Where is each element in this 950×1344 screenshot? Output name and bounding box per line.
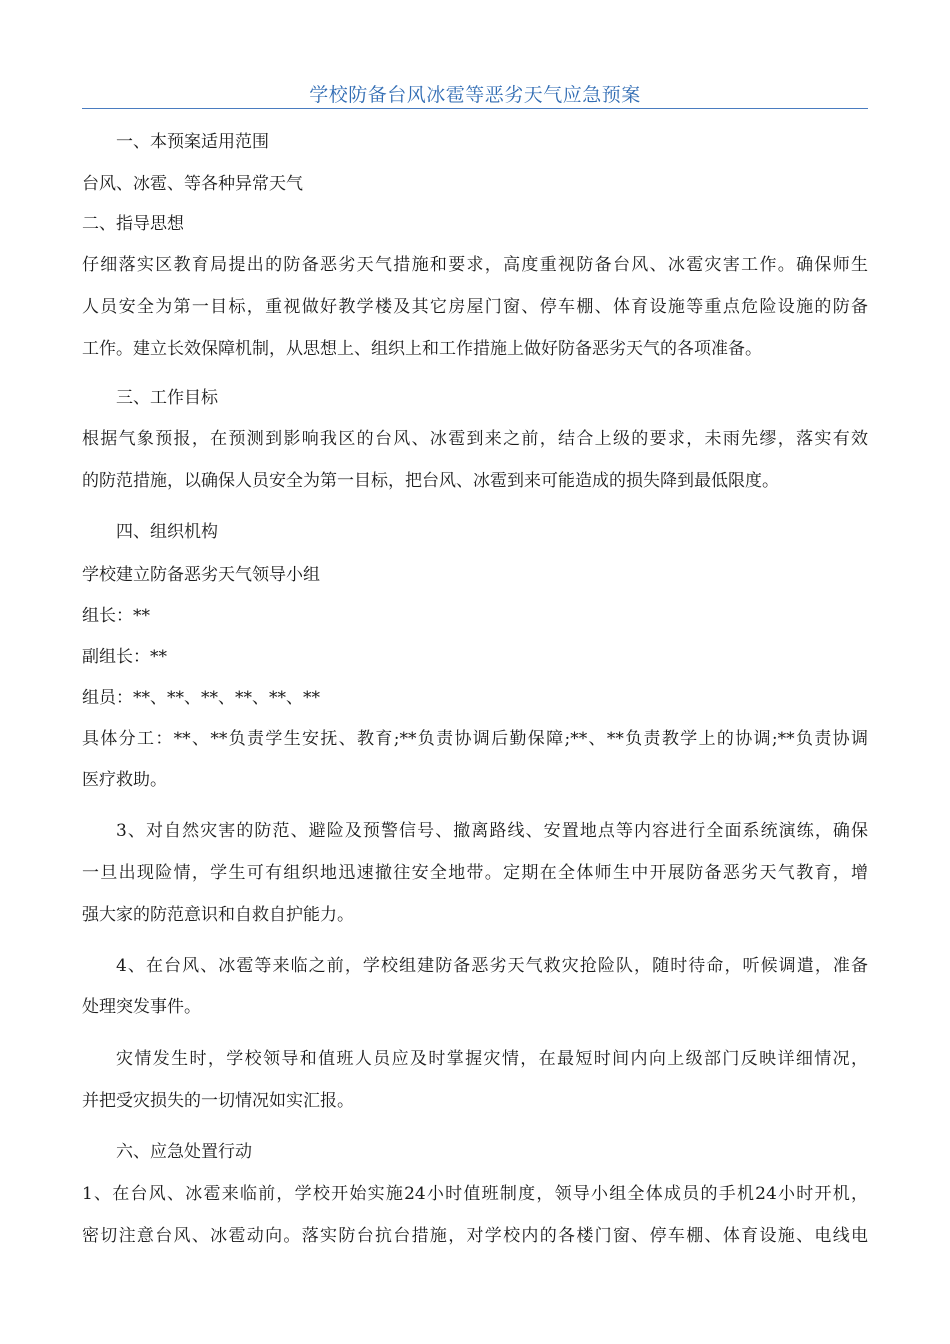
paragraph-line: 一旦出现险情，学生可有组织地迅速撤往安全地带。定期在全体师生中开展防备恶劣天气教育，增: [82, 863, 868, 883]
paragraph-line: 组长：**: [82, 606, 150, 626]
document-title: 学校防备台风冰雹等恶劣天气应急预案: [309, 84, 641, 106]
paragraph-line: 灾情发生时，学校领导和值班人员应及时掌握灾情，在最短时间内向上级部门反映详细情况，: [116, 1049, 868, 1069]
paragraph-line: 的防范措施，以确保人员安全为第一目标，把台风、冰雹到来可能造成的损失降到最低限度。: [82, 471, 779, 491]
title-underline: [82, 108, 868, 109]
paragraph-line: 工作。建立长效保障机制，从思想上、组织上和工作措施上做好防备恶劣天气的各项准备。: [82, 339, 762, 359]
paragraph-line: 密切注意台风、冰雹动向。落实防台抗台措施，对学校内的各楼门窗、停车棚、体育设施、电线电: [82, 1226, 868, 1246]
paragraph-line: 学校建立防备恶劣天气领导小组: [82, 565, 320, 585]
paragraph-line: 仔细落实区教育局提出的防备恶劣天气措施和要求，高度重视防备台风、冰雹灾害工作。确保师生: [82, 255, 868, 275]
section-heading-response: 六、应急处置行动: [116, 1142, 252, 1162]
paragraph-line: 副组长：**: [82, 647, 167, 667]
paragraph-line: 根据气象预报，在预测到影响我区的台风、冰雹到来之前，结合上级的要求，未雨先缪，落实有效: [82, 429, 868, 449]
section-heading-guidance: 二、指导思想: [82, 214, 184, 234]
paragraph-line: 医疗救助。: [82, 770, 167, 790]
paragraph-line: 处理突发事件。: [82, 997, 201, 1017]
paragraph-line: 具体分工：**、**负责学生安抚、教育;**负责协调后勤保障;**、**负责教学上的协调;**负责协调: [82, 729, 868, 749]
section-heading-goals: 三、工作目标: [116, 388, 218, 408]
paragraph-line: 1、在台风、冰雹来临前，学校开始实施24小时值班制度，领导小组全体成员的手机24小时开机，: [82, 1184, 868, 1204]
paragraph-line: 强大家的防范意识和自救自护能力。: [82, 905, 354, 925]
section-heading-scope: 一、本预案适用范围: [116, 132, 269, 152]
paragraph-line: 4、在台风、冰雹等来临之前，学校组建防备恶劣天气救灾抢险队，随时待命，听候调遣，准备: [116, 956, 868, 976]
paragraph-line: 人员安全为第一目标，重视做好教学楼及其它房屋门窗、停车棚、体育设施等重点危险设施的防备: [82, 297, 868, 317]
paragraph-line: 台风、冰雹、等各种异常天气: [82, 174, 303, 194]
section-heading-organization: 四、组织机构: [116, 522, 218, 542]
paragraph-line: 并把受灾损失的一切情况如实汇报。: [82, 1091, 354, 1111]
paragraph-line: 3、对自然灾害的防范、避险及预警信号、撤离路线、安置地点等内容进行全面系统演练，确保: [116, 821, 868, 841]
paragraph-line: 组员：**、**、**、**、**、**: [82, 688, 320, 708]
